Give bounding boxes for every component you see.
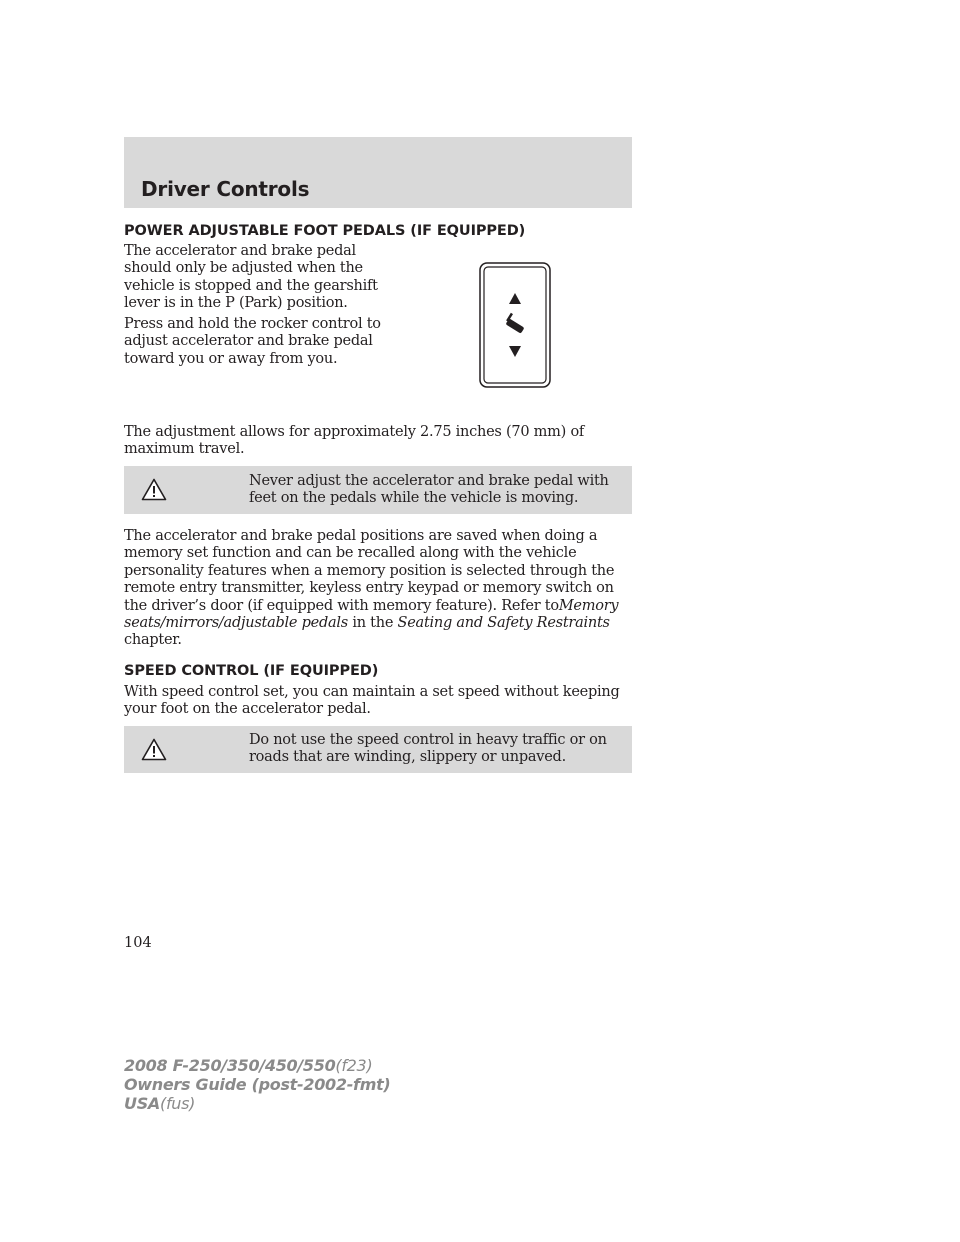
pedals-heading: POWER ADJUSTABLE FOOT PEDALS (IF EQUIPPED)	[124, 223, 526, 239]
speed-warning-text: Do not use the speed control in heavy traffic or on roads that are winding, slippery or unpaved.	[249, 732, 607, 766]
pedals-paragraph-4	[124, 528, 634, 650]
pedals-paragraph-1: The accelerator and brake pedal should only be adjusted when the vehicle is stopped and the gearshift lever is in the P (Park) position.	[124, 243, 378, 312]
pedals-paragraph-4-end: chapter.	[124, 632, 182, 649]
warning-triangle-icon	[141, 478, 167, 501]
footer-line-2: Owners Guide (post-2002-fmt)	[124, 1075, 391, 1094]
pedals-paragraph-4-mid: in the	[347, 615, 398, 632]
seating-chapter-reference: Seating and Safety Restraints	[397, 615, 610, 632]
section-header	[124, 137, 632, 208]
page-number: 104	[124, 935, 152, 951]
memory-seats-reference: Memory seats/mirrors/adjustable pedals	[124, 597, 619, 632]
speed-warning-box	[124, 726, 632, 773]
footer-market-code: (fus)	[160, 1094, 196, 1113]
pedal-rocker-switch-icon	[479, 262, 551, 388]
pedal-warning-text: Never adjust the accelerator and brake pedal with feet on the pedals while the vehicle is moving.	[249, 473, 609, 507]
footer-model-code: (f23)	[335, 1056, 373, 1075]
pedals-paragraph-2: Press and hold the rocker control to adjust accelerator and brake pedal toward you or away from you.	[124, 316, 381, 367]
footer-model: 2008 F-250/350/450/550	[124, 1056, 336, 1075]
pedal-warning-box	[124, 466, 632, 514]
footer-market: USA	[124, 1094, 160, 1113]
section-title: Driver Controls	[141, 177, 310, 201]
footer-line-1	[124, 1056, 390, 1075]
footer-line-3	[124, 1094, 390, 1113]
pedals-paragraph-4-text: The accelerator and brake pedal positions are saved when doing a memory set function and can be recalled along with the vehicle personality features when a memory position is selected through the remote entry transmitter, keyless entry keypad or memory switch on the driver’s door (if equipped with memory feature). Refer to	[124, 528, 615, 614]
speed-control-heading: SPEED CONTROL (IF EQUIPPED)	[124, 663, 379, 679]
speed-control-paragraph: With speed control set, you can maintain a set speed without keeping your foot on the accelerator pedal.	[124, 684, 620, 718]
pedals-paragraph-3: The adjustment allows for approximately 2.75 inches (70 mm) of maximum travel.	[124, 424, 585, 458]
warning-triangle-icon	[141, 738, 167, 761]
document-footer	[124, 1056, 390, 1113]
